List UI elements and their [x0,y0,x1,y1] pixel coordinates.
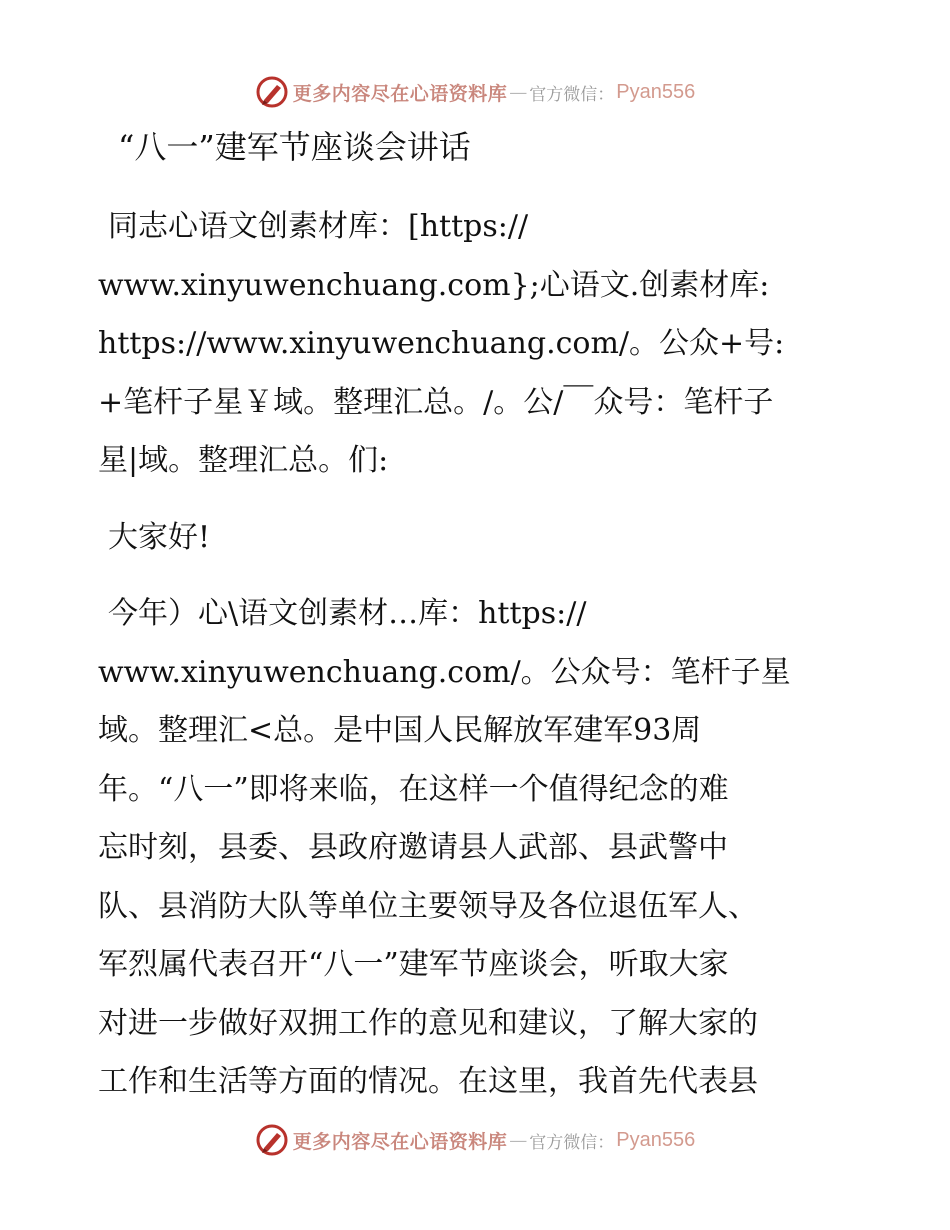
text-line: +笔杆子星￥域。整理汇总。/。公/￣众号：笔杆子 [98,384,774,420]
pen-logo-icon [255,1123,289,1157]
text-line: 对进一步做好双拥工作的意见和建议，了解大家的 [98,1005,758,1041]
text-line: https://www.xinyuwenchuang.com/。公众+号: [98,326,785,361]
text-line: 今年）心\语文创素材…库：https:// [108,596,587,631]
banner-sub-text: 官方微信： [529,1132,615,1153]
footer-banner [0,1120,950,1160]
paragraph-2 [98,585,858,1112]
banner-separator: — [509,1129,528,1151]
text-line: 军烈属代表召开“八一”建军节座谈会，听取大家 [98,947,729,982]
text-line: 年。“八一”即将来临，在这样一个值得纪念的难 [98,771,729,807]
text-line: 工作和生活等方面的情况。在这里，我首先代表县 [98,1064,758,1099]
greeting-paragraph [98,509,858,568]
text-line: www.xinyuwenchuang.com/。公众号：笔杆子星 [98,654,791,690]
header-banner [0,72,950,112]
text-line: 队、县消防大队等单位主要领导及各位退伍军人、 [98,888,758,924]
text-line: 域。整理汇<总。是中国人民解放军建军93周 [98,713,702,748]
banner-sub-text: 官方微信： [529,84,615,105]
banner-main-text: 更多内容尽在心语资料库 [292,82,508,105]
banner-separator: — [509,81,528,103]
banner-wechat-id: Pyan556 [616,80,696,103]
document-body [98,118,858,1130]
document-title: “八一”建军节座谈会讲话 [118,128,471,166]
greeting: 大家好! [108,519,211,555]
text-line: www.xinyuwenchuang.com};心语文.创素材库: [98,267,770,303]
pen-logo-icon [255,75,289,109]
banner-main-text: 更多内容尽在心语资料库 [292,1130,508,1153]
banner-wechat-id: Pyan556 [616,1128,696,1151]
text-line: 忘时刻，县委、县政府邀请县人武部、县武警中 [98,830,728,865]
text-line: 同志心语文创素材库：[https:// [108,209,529,244]
text-line: 星|域。整理汇总。们: [98,443,389,478]
paragraph-1 [98,198,858,491]
